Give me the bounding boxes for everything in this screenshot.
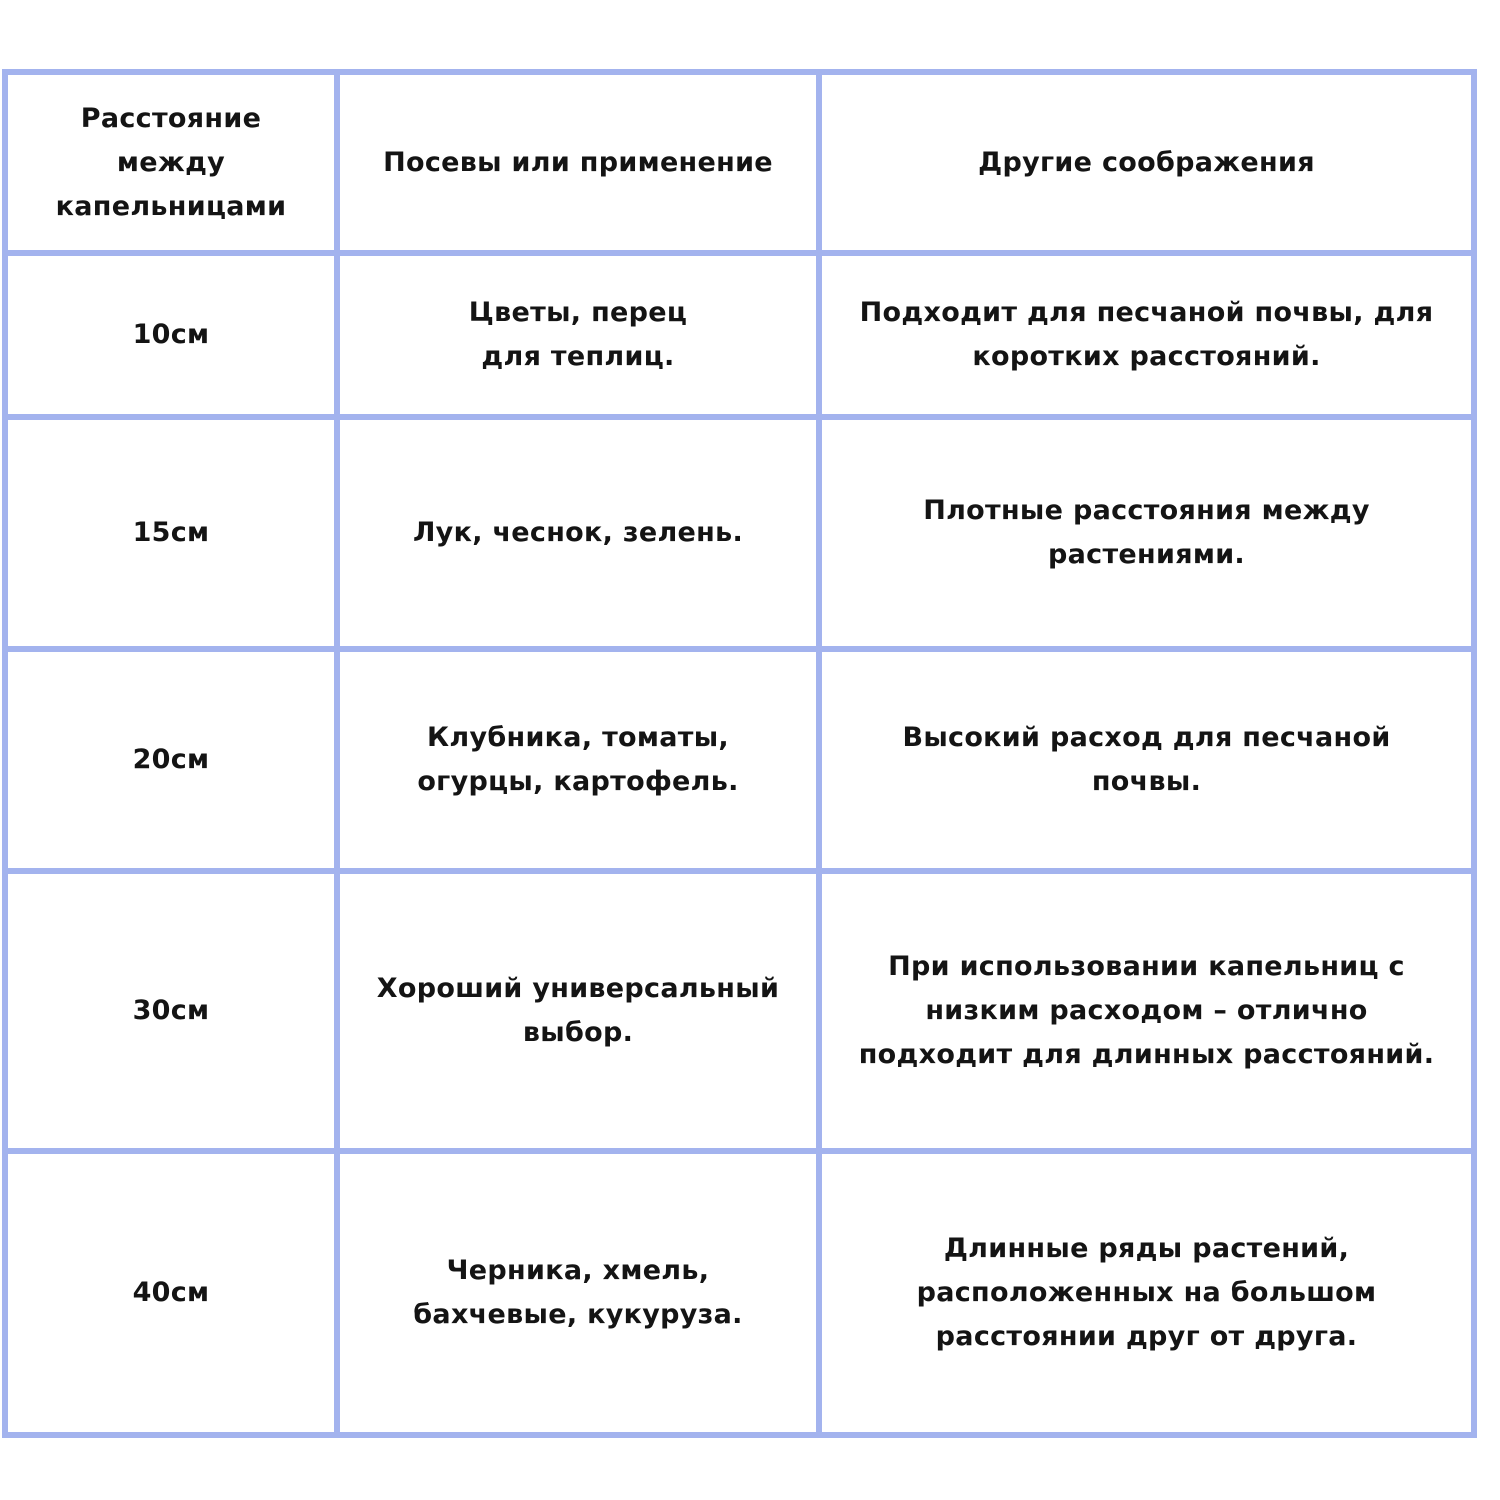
header-spacing: Расстояние между капельницами	[5, 72, 337, 253]
table-row	[5, 649, 1474, 871]
drip-spacing-table	[2, 69, 1477, 1438]
drip-spacing-table-container	[2, 69, 1471, 1432]
cell-notes: Плотные расстояния между растениями.	[819, 417, 1474, 649]
table-header-row	[5, 72, 1474, 253]
table-row	[5, 1151, 1474, 1435]
cell-crops: Черника, хмель, бахчевые, кукуруза.	[337, 1151, 819, 1435]
cell-crops: Лук, чеснок, зелень.	[337, 417, 819, 649]
cell-crops: Хороший универсальный выбор.	[337, 871, 819, 1151]
cell-notes: Подходит для песчаной почвы, для коротких расстояний.	[819, 253, 1474, 417]
cell-spacing: 30см	[5, 871, 337, 1151]
cell-spacing: 15см	[5, 417, 337, 649]
cell-notes: При использовании капельниц с низким расходом – отлично подходит для длинных расстояний.	[819, 871, 1474, 1151]
table-row	[5, 253, 1474, 417]
table-row	[5, 417, 1474, 649]
header-notes: Другие соображения	[819, 72, 1474, 253]
table-row	[5, 871, 1474, 1151]
cell-notes: Высокий расход для песчаной почвы.	[819, 649, 1474, 871]
cell-spacing: 40см	[5, 1151, 337, 1435]
cell-spacing: 20см	[5, 649, 337, 871]
header-crops: Посевы или применение	[337, 72, 819, 253]
cell-crops: Цветы, перец для теплиц.	[337, 253, 819, 417]
cell-notes: Длинные ряды растений, расположенных на большом расстоянии друг от друга.	[819, 1151, 1474, 1435]
cell-spacing: 10см	[5, 253, 337, 417]
cell-crops: Клубника, томаты, огурцы, картофель.	[337, 649, 819, 871]
